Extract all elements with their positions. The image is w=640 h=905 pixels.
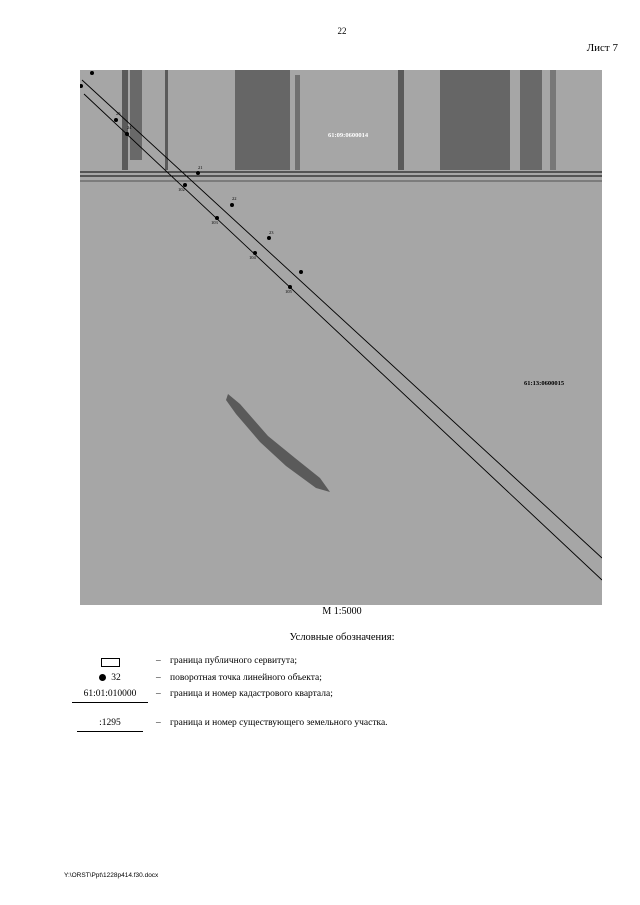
sheet-label: Лист 7 — [586, 42, 618, 54]
page-number: 22 — [337, 26, 347, 36]
point-label: 24 — [127, 125, 132, 130]
cadastral-boundary — [80, 172, 602, 181]
servitude-symbol — [101, 658, 120, 667]
map — [80, 70, 602, 605]
point-symbol — [99, 674, 106, 681]
point-symbol-label: 32 — [111, 673, 121, 683]
point-label: 105 — [285, 289, 292, 294]
point-label: 103 — [211, 220, 218, 225]
legend-row-turning-point — [60, 673, 600, 687]
legend-dash: – — [156, 673, 161, 683]
quarter-symbol: 61:01:010000 — [72, 689, 148, 703]
legend-dash: – — [156, 718, 161, 728]
map-drawing — [80, 70, 602, 605]
point-label: 102 — [178, 187, 185, 192]
point-label: 21 — [198, 165, 203, 170]
legend-text: поворотная точка линейного объекта; — [170, 673, 322, 683]
point-label: 25 — [116, 111, 121, 116]
legend-dash: – — [156, 656, 161, 666]
legend-row-servitude — [60, 656, 600, 670]
point-label: 23 — [269, 230, 274, 235]
point-label: 104 — [249, 255, 256, 260]
legend-text: граница публичного сервитута; — [170, 656, 298, 666]
legend-dash: – — [156, 689, 161, 699]
legend-row-cadastral-quarter — [60, 689, 600, 703]
quarter-label-1: 61:09:0600014 — [328, 132, 369, 139]
file-path: Y:\ORST\Ppt\1228p414.f30.docx — [64, 872, 159, 879]
quarter-label-2: 61:13:0600015 — [524, 380, 565, 387]
legend-row-land-plot — [60, 718, 600, 732]
legend-text: граница и номер кадастрового квартала; — [170, 689, 333, 699]
legend-text: граница и номер существующего земельного участка. — [170, 718, 388, 728]
point-label: 22 — [232, 196, 237, 201]
land-plot-symbol: :1295 — [77, 718, 143, 732]
map-scale: М 1:5000 — [322, 606, 362, 617]
legend-title: Условные обозначения: — [289, 632, 395, 643]
